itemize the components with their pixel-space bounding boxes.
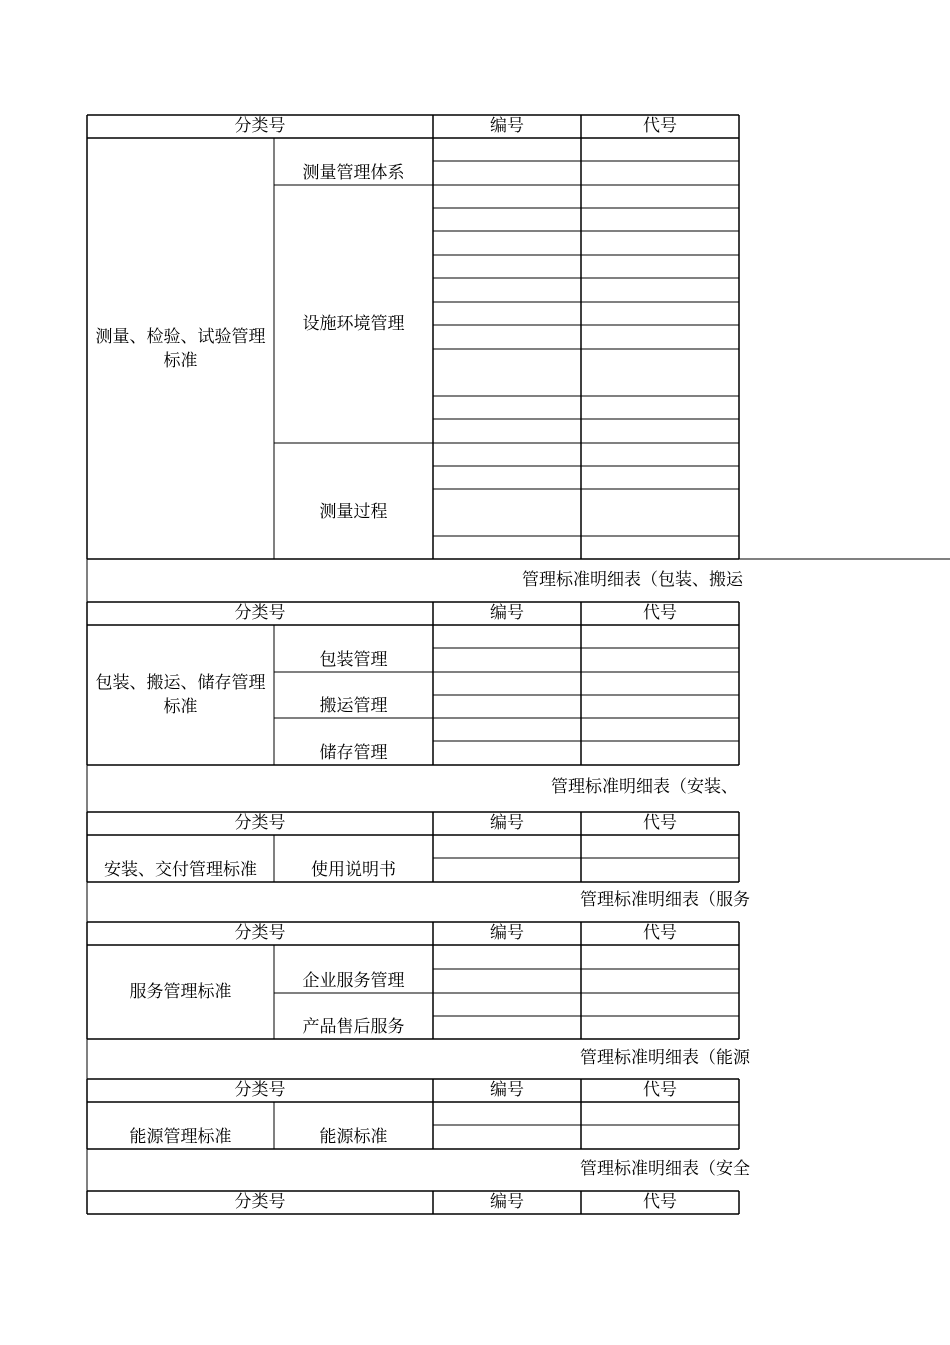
header-number: 编号 <box>490 1192 524 1212</box>
subcategory-label: 使用说明书 <box>311 860 396 880</box>
section-title: 管理标准明细表（包装、搬运 <box>522 570 743 590</box>
header-number: 编号 <box>490 813 524 833</box>
subcategory-label: 企业服务管理 <box>302 971 405 991</box>
section-title: 管理标准明细表（服务 <box>580 890 750 910</box>
section-title: 管理标准明细表（安装、 <box>551 777 738 797</box>
category-label: 能源管理标准 <box>129 1127 232 1147</box>
header-classification: 分类号 <box>234 1080 286 1100</box>
header-code: 代号 <box>643 116 677 136</box>
category-label: 安装、交付管理标准 <box>104 860 257 880</box>
subcategory-label: 产品售后服务 <box>302 1017 405 1037</box>
subcategory-label: 搬运管理 <box>319 696 388 716</box>
section-title: 管理标准明细表（安全 <box>580 1159 750 1179</box>
section-title: 管理标准明细表（能源 <box>580 1048 750 1068</box>
header-number: 编号 <box>490 603 524 623</box>
subcategory-label: 测量管理体系 <box>302 163 405 183</box>
header-code: 代号 <box>643 1192 677 1212</box>
header-classification: 分类号 <box>234 116 286 136</box>
header-classification: 分类号 <box>234 813 286 833</box>
subcategory-label: 储存管理 <box>319 743 388 763</box>
header-code: 代号 <box>643 813 677 833</box>
header-number: 编号 <box>490 923 524 943</box>
header-classification: 分类号 <box>234 603 286 623</box>
header-code: 代号 <box>643 1080 677 1100</box>
header-number: 编号 <box>490 116 524 136</box>
header-code: 代号 <box>643 923 677 943</box>
header-number: 编号 <box>490 1080 524 1100</box>
category-label: 测量、检验、试验管理标准 <box>95 326 266 371</box>
header-classification: 分类号 <box>234 1192 286 1212</box>
subcategory-label: 包装管理 <box>319 650 388 670</box>
header-code: 代号 <box>643 603 677 623</box>
subcategory-label: 能源标准 <box>319 1127 388 1147</box>
category-label: 包装、搬运、储存管理标准 <box>95 673 266 717</box>
header-classification: 分类号 <box>234 923 286 943</box>
subcategory-label: 测量过程 <box>319 501 388 522</box>
category-label: 服务管理标准 <box>129 982 232 1002</box>
subcategory-label: 设施环境管理 <box>302 314 405 334</box>
